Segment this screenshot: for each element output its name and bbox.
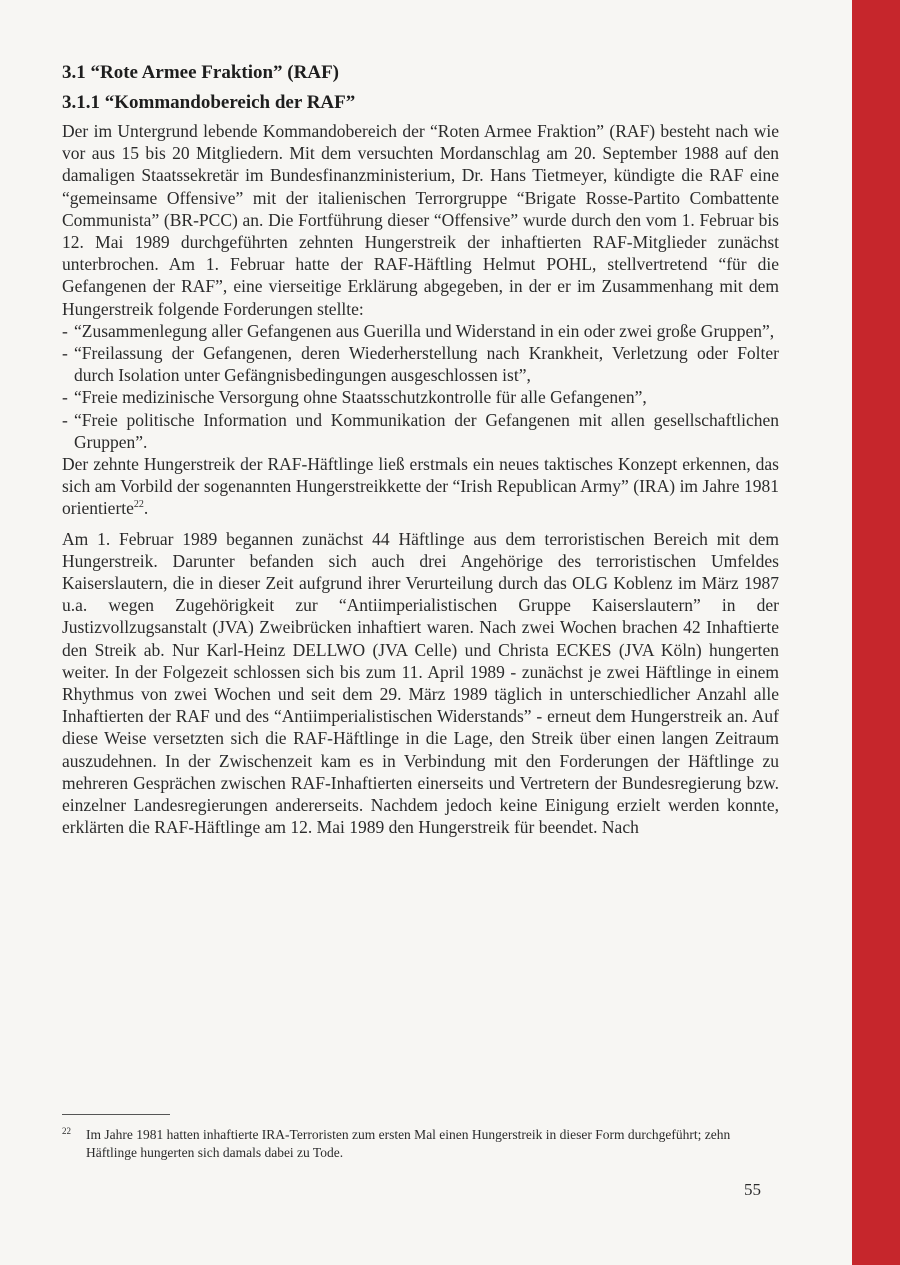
list-item-text: “Zusammenlegung aller Gefangenen aus Guerilla und Widerstand in ein oder zwei große Gruppen”, <box>74 320 775 341</box>
page-number: 55 <box>744 1180 761 1199</box>
footnote-divider <box>62 1114 170 1115</box>
list-dash: - <box>62 343 68 364</box>
list-item <box>62 386 779 408</box>
list-item <box>62 320 779 342</box>
document-page <box>62 60 779 839</box>
body-paragraph-3: Am 1. Februar 1989 begannen zunächst 44 Häftlinge aus dem terroristischen Bereich mit dem Hungerstreik. Darunter befanden sich auch drei Angehörige des terroristischen Umfeldes Kaiserslautern, die in dieser Zeit aufgrund ihrer Verurteilung durch das OLG Koblenz im März 1987 u.a. wegen Zugehörigkeit zur “Antiimperialistischen Gruppe Kaiserslautern” in der Justizvollzugsanstalt (JVA) Zweibrücken inhaftiert waren. Nach zwei Wochen brachen 42 Inhaftierte den Streik ab. Nur Karl-Heinz DELLWO (JVA Celle) und Christa ECKES (JVA Köln) hungerten weiter. In der Folgezeit schlossen sich bis zum 11. April 1989 - zunächst je zwei Häftlinge in einem Rhythmus von zwei Wochen und seit dem 29. März 1989 täglich in unterschiedlicher Anzahl alle Inhaftierten der RAF und des “Antiimperialistischen Widerstands” - erneut dem Hungerstreik an. Auf diese Weise versetzten sich die RAF-Häftlinge in die Lage, den Streik über einen langen Zeitraum auszudehnen. In der Zwischenzeit kam es in Verbindung mit den Forderungen der Häftlinge zu mehreren Gesprächen zwischen RAF-Inhaftierten einerseits und Vertretern der Bundesregierung bzw. einzelner Landesregierungen andererseits. Nachdem jedoch keine Einigung erzielt werden konnte, erklärten die RAF-Häftlinge am 12. Mai 1989 den Hungerstreik für beendet. Nach <box>62 528 779 838</box>
body-paragraph-1: Der im Untergrund lebende Kommandobereich der “Roten Armee Fraktion” (RAF) besteht nach wie vor aus 15 bis 20 Mitgliedern. Mit dem versuchten Mordanschlag am 20. September 1988 auf den damaligen Staatssekretär im Bundesfinanzministerium, Dr. Hans Tietmeyer, kündigte die RAF eine “gemeinsame Offensive” mit der italienischen Terrorgruppe “Brigate Rosse-Partito Combattente Communista” (BR-PCC) an. Die Fortführung dieser “Offensive” wurde durch den vom 1. Februar bis 12. Mai 1989 durchgeführten zehnten Hungerstreik der inhaftierten RAF-Mitglieder zunächst unterbrochen. Am 1. Februar hatte der RAF-Häftling Helmut POHL, stellvertretend “für die Gefangenen der RAF”, eine vierseitige Erklärung abgegeben, in der er im Zusammenhang mit dem Hungerstreik folgende Forderungen stellte: <box>62 121 779 319</box>
footnote-number: 22 <box>62 1126 71 1136</box>
page-edge-bar <box>852 0 900 1265</box>
paragraph-2-end: . <box>143 498 149 519</box>
list-dash: - <box>62 387 68 408</box>
list-item-text: “Freie medizinische Versorgung ohne Staatsschutzkontrolle für alle Gefangenen”, <box>74 387 647 408</box>
list-item <box>62 342 779 386</box>
footnote-reference: 22 <box>133 499 144 511</box>
list-item <box>62 409 779 453</box>
paragraph-2-text: Der zehnte Hungerstreik der RAF-Häftlinge ließ erstmals ein neues taktisches Konzept erkennen, das sich am Vorbild der sogenannten Hungerstreikkette der “Irish Republican Army” (IRA) im Jahre 1981 orientierte <box>62 454 779 519</box>
list-dash: - <box>62 409 68 430</box>
subsection-heading: 3.1.1 “Kommandobereich der RAF” <box>62 92 356 113</box>
body-paragraph-2 <box>62 453 779 520</box>
footnote <box>62 1126 779 1162</box>
list-dash: - <box>62 320 68 341</box>
footnote-text: Im Jahre 1981 hatten inhaftierte IRA-Terroristen zum ersten Mal einen Hungerstreik in dieser Form durchgeführt; zehn Häftlinge hungerten sich damals dabei zu Tode. <box>86 1127 731 1160</box>
list-item-text: “Freie politische Information und Kommunikation der Gefangenen mit allen gesellschaftlichen Gruppen”. <box>74 409 779 452</box>
list-item-text: “Freilassung der Gefangenen, deren Wiederherstellung nach Krankheit, Verletzung oder Folter durch Isolation unter Gefängnisbedingungen ausgeschlossen ist”, <box>74 343 779 386</box>
demands-list <box>62 320 779 453</box>
section-heading: 3.1 “Rote Armee Fraktion” (RAF) <box>62 62 340 83</box>
